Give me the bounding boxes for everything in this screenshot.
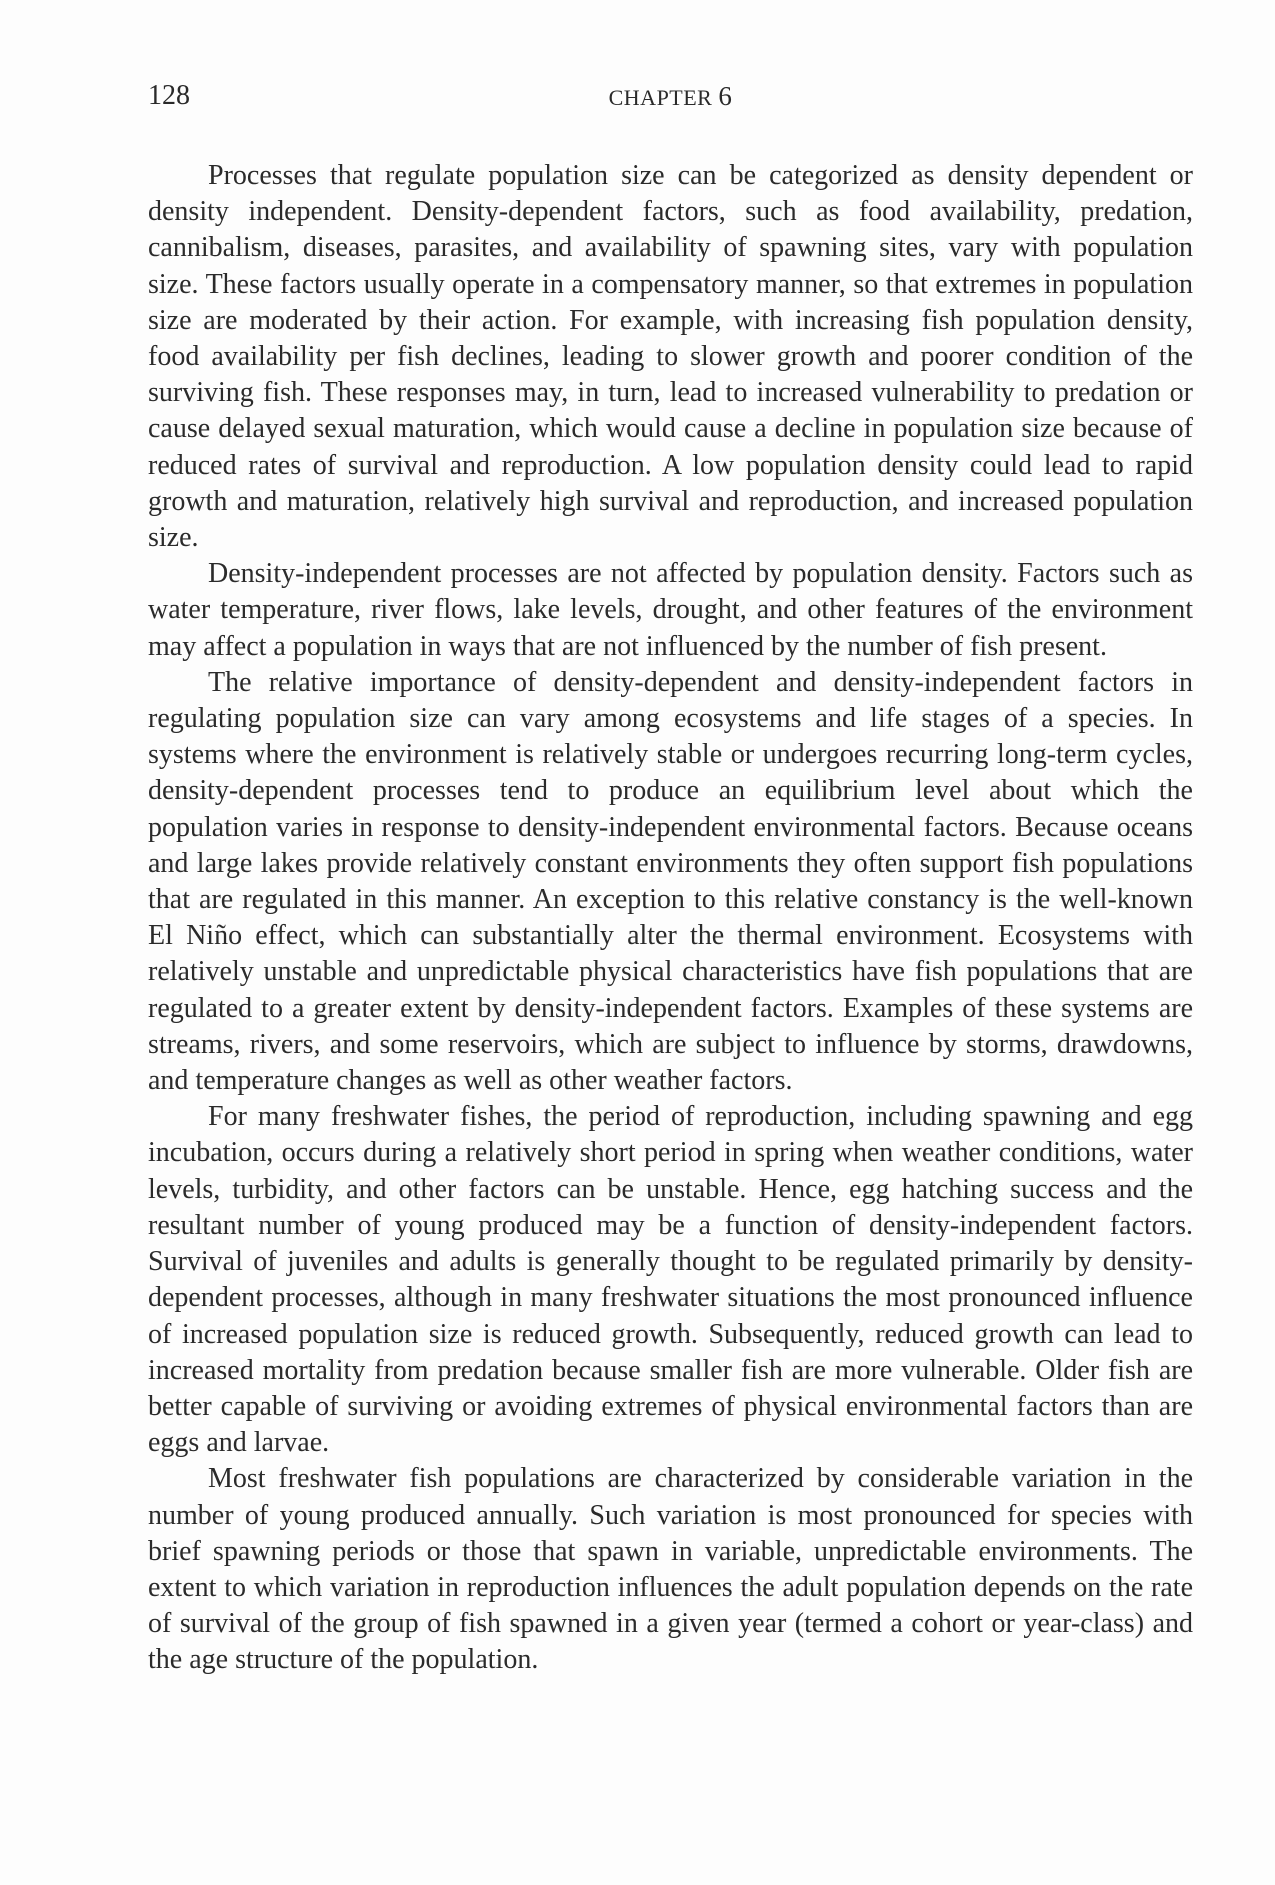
chapter-number: 6: [718, 81, 733, 111]
paragraph-density-independent: Density-independent processes are not affected by population density. Factors such as water temperature, river flows, lake levels, drought, and other features of the environment may affect a population in ways that are not influenced by the number of fish present.: [148, 558, 1193, 662]
paragraph-year-class-variation: Most freshwater fish populations are characterized by considerable variation in the number of young produced annually. Such variation is most pronounced for species with brief spawning periods or those that spawn in variable, unpredictable environments. The extent to which variation in reproduction influences the adult population depends on the rate of survival of the group of fish spawned in a given year (termed a cohort or year-class) and the age structure of the population.: [148, 1463, 1193, 1676]
body-text: [148, 158, 1193, 1679]
paragraph-density-factors: Processes that regulate population size can be categorized as density dependent or density independent. Density-dependent factors, such as food availability, predation, cannibalism, diseases, parasites, and availability of spawning sites, vary with population size. These factors usually operate in a compensatory manner, so that extremes in population size are moderated by their action. For example, with increasing fish population density, food availability per fish declines, leading to slower growth and poorer condition of the surviving fish. These responses may, in turn, lead to increased vulnerability to predation or cause delayed sexual maturation, which would cause a decline in population size because of reduced rates of survival and reproduction. A low population density could lead to rapid growth and maturation, relatively high survival and reproduction, and increased population size.: [148, 160, 1193, 554]
paragraph-relative-importance: The relative importance of density-dependent and density-independent factors in regulating population size can vary among ecosystems and life stages of a species. In systems where the environment is relatively stable or undergoes recurring long-term cycles, density-dependent processes tend to produce an equilibrium level about which the population varies in response to density-independent environmental factors. Because oceans and large lakes provide relatively constant environments they often support fish populations that are regulated in this manner. An exception to this relative constancy is the well-known El Niño effect, which can substantially alter the thermal environment. Ecosystems with relatively unstable and unpredictable physical characteristics have fish populations that are regulated to a greater extent by density-independent factors. Examples of these systems are streams, rivers, and some reservoirs, which are subject to influence by storms, drawdowns, and temperature changes as well as other weather factors.: [148, 666, 1193, 1097]
running-head: [148, 76, 1193, 116]
paragraph-reproduction-period: For many freshwater fishes, the period of reproduction, including spawning and egg incubation, occurs during a relatively short period in spring when weather conditions, water levels, turbidity, and other factors can be unstable. Hence, egg hatching success and the resultant number of young produced may be a function of density-independent factors. Survival of juveniles and adults is generally thought to be regulated primarily by density-dependent processes, although in many freshwater situations the most pronounced influence of increased population size is reduced growth. Subsequently, reduced growth can lead to increased mortality from predation because smaller fish are more vulnerable. Older fish are better capable of surviving or avoiding extremes of physical environmental factors than are eggs and larvae.: [148, 1101, 1193, 1459]
chapter-heading: [148, 76, 1193, 118]
page-number: 128: [148, 80, 190, 111]
chapter-word: CHAPTER: [608, 85, 713, 110]
